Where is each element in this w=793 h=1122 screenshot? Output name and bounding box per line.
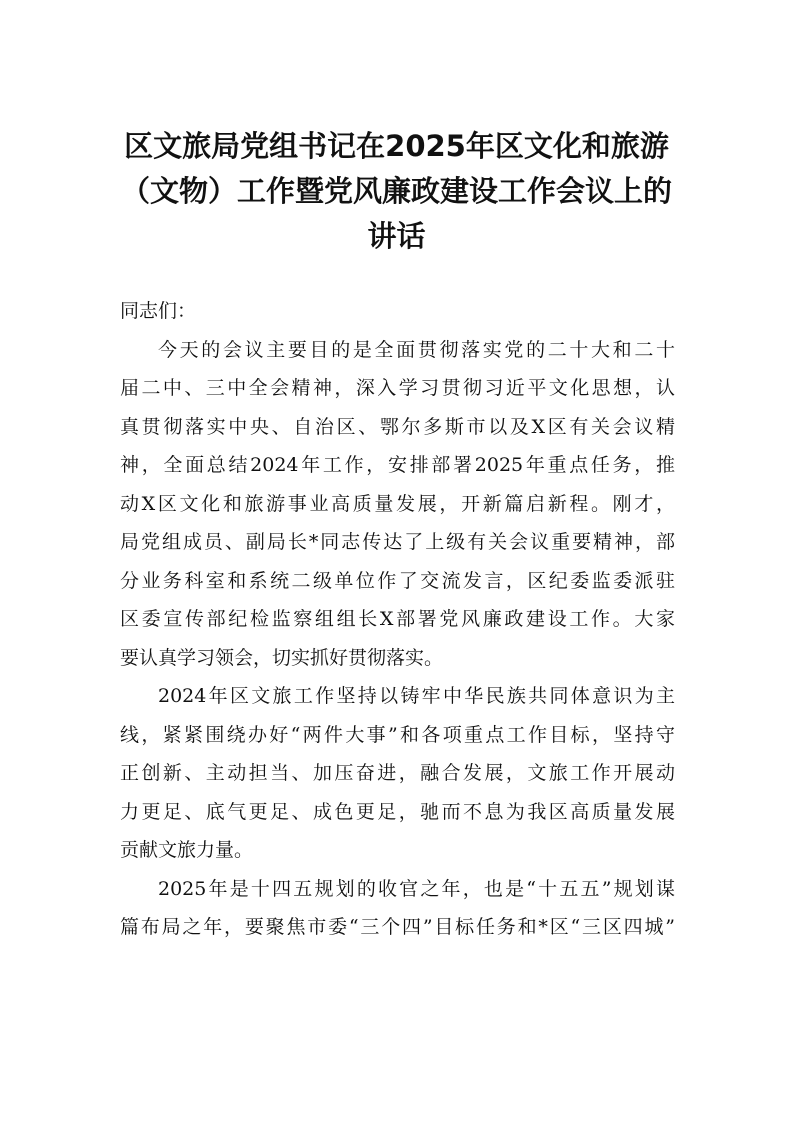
text-line: 今天的会议主要目的是全面贯彻落实党的二十大和二十 — [158, 338, 675, 361]
text-line: 届二中、三中全会精神，深入学习贯彻习近平文化思想，认 — [120, 377, 675, 399]
text-line: 贡献文旅力量。 — [120, 839, 254, 861]
text-line: 动X区文化和旅游事业高质量发展，开新篇启新程。刚才， — [120, 492, 675, 515]
text-line: 局党组成员、副局长*同志传达了上级有关会议重要精神，部 — [120, 531, 675, 553]
title-line: （文物）工作暨党风廉政建设工作会议上的 — [120, 174, 672, 208]
text-line: 2024年区文旅工作坚持以铸牢中华民族共同体意识为主 — [158, 685, 675, 707]
salutation: 同志们： — [120, 300, 197, 322]
title-line: 区文旅局党组书记在2025年区文化和旅游 — [124, 129, 669, 163]
text-line: 线，紧紧围绕办好“两件大事”和各项重点工作目标，坚持守 — [120, 723, 675, 746]
document-body — [120, 292, 675, 947]
text-line: 要认真学习领会，切实抓好贯彻落实。 — [120, 646, 444, 669]
text-line: 神，全面总结2024年工作，安排部署2025年重点任务，推 — [120, 454, 675, 476]
document-title — [120, 124, 673, 259]
text-line: 正创新、主动担当、加压奋进，融合发展，文旅工作开展动 — [120, 762, 675, 784]
title-line: 讲话 — [367, 219, 426, 253]
text-line: 力更足、底气更足、成色更足，驰而不息为我区高质量发展 — [120, 800, 675, 823]
text-line: 真贯彻落实中央、自治区、鄂尔多斯市以及X区有关会议精 — [120, 415, 675, 438]
text-line: 分业务科室和系统二级单位作了交流发言，区纪委监委派驻 — [120, 569, 675, 592]
text-line: 2025年是十四五规划的收官之年，也是“十五五”规划谋 — [158, 877, 675, 900]
paragraph-2025-plan — [120, 870, 675, 947]
text-line: 区委宣传部纪检监察组组长X部署党风廉政建设工作。大家 — [120, 608, 675, 630]
text-line: 篇布局之年，要聚焦市委“三个四”目标任务和*区“三区四城” — [120, 916, 675, 938]
paragraph-meeting-purpose — [120, 331, 675, 678]
paragraph-2024-review — [120, 677, 675, 870]
